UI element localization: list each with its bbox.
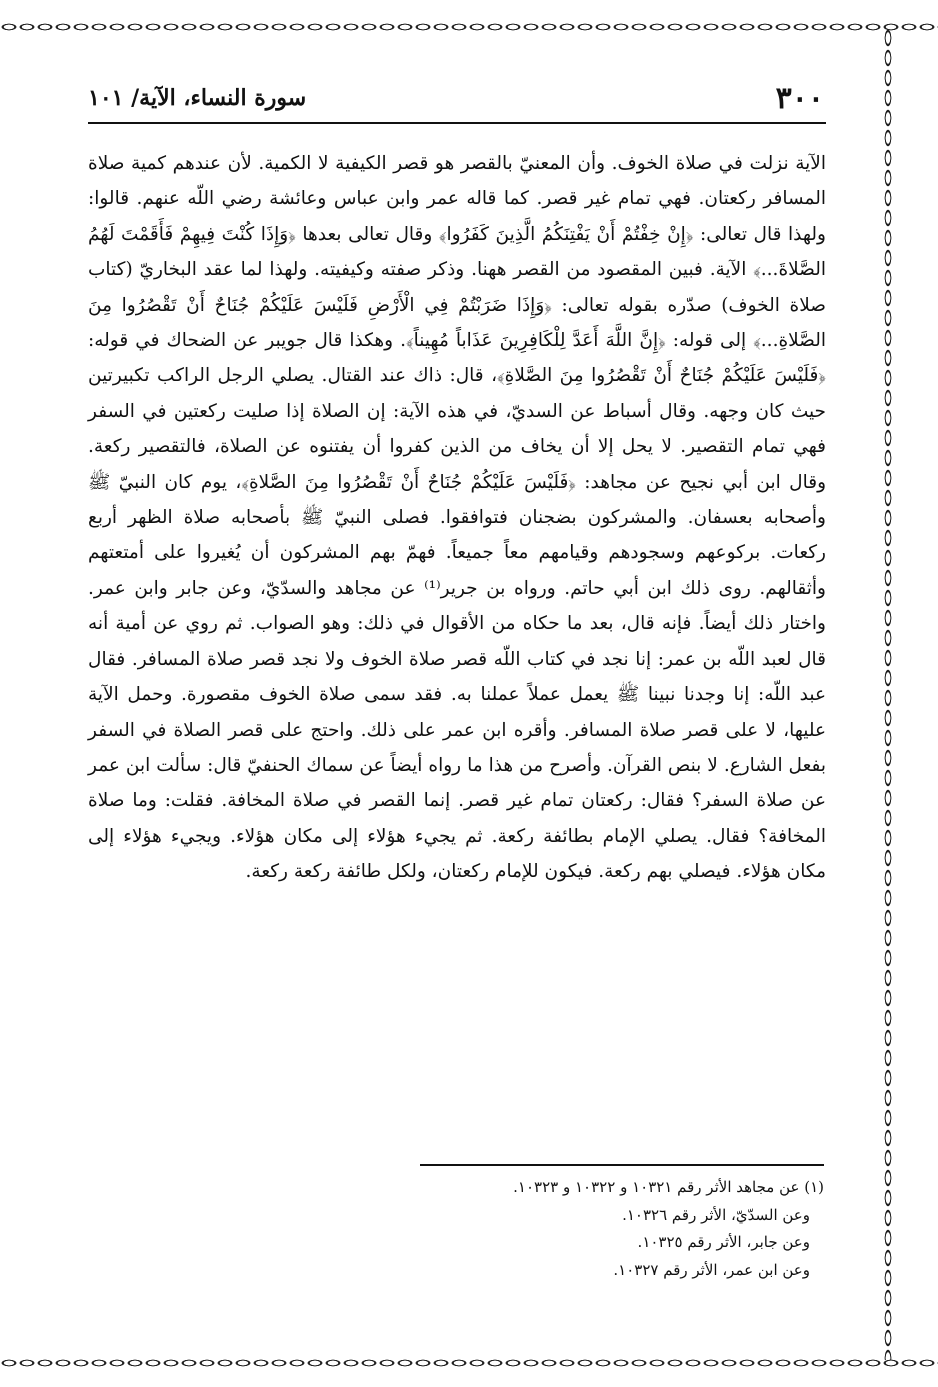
footnote-rule bbox=[420, 1164, 824, 1166]
bottom-border-ornament bbox=[0, 1356, 938, 1370]
footnote-line: (١) عن مجاهد الأثر رقم ١٠٣٢١ و ١٠٣٢٢ و ١٠٣٢٣. bbox=[513, 1178, 824, 1196]
top-border-ornament bbox=[0, 20, 938, 34]
header-rule bbox=[88, 122, 826, 124]
body-paragraph: الآية نزلت في صلاة الخوف. وأن المعنيّ بالقصر هو قصر الكيفية لا الكمية. لأن عندهم كمية صلاة المسافر ركعتان. فهي تمام غير قصر. كما قاله عمر وابن عباس وعائشة رضي اللّه عنهم. قالوا: ولهذا قال تعالى: ﴿إِنْ خِفْتُمْ أَنْ يَفْتِنَكُمُ الَّذِينَ كَفَرُوا﴾ وقال تعالى بعدها ﴿وَإِذَا كُنْتَ فِيهِمْ فَأَقَمْتَ لَهُمُ الصَّلاةَ...﴾ الآية. فبين المقصود من القصر ههنا. وذكر صفته وكيفيته. ولهذا لما عقد البخاريّ (كتاب صلاة الخوف) صدّره بقوله تعالى: ﴿وَإِذَا ضَرَبْتُمْ فِي الْأَرْضِ فَلَيْسَ عَلَيْكُمْ جُنَاحٌ أَنْ تَقْصُرُوا مِنَ الصَّلاةِ...﴾ إلى قوله: ﴿إِنَّ اللَّهَ أَعَدَّ لِلْكَافِرِينَ عَذَاباً مُهِيناً﴾. وهكذا قال جويبر عن الضحاك في قوله: ﴿فَلَيْسَ عَلَيْكُمْ جُنَاحٌ أَنْ تَقْصُرُوا مِنَ الصَّلاةِ﴾، قال: ذاك عند القتال. يصلي الرجل الراكب تكبيرتين حيث كان وجهه. وقال أسباط عن السديّ، في هذه الآية: إن الصلاة إذا صليت ركعتين في السفر فهي تمام التقصير. لا يحل إلا أن يخاف من الذين كفروا أن يفتنوه عن الصلاة، فالتقصير ركعة. وقال ابن أبي نجيح عن مجاهد: ﴿فَلَيْسَ عَلَيْكُمْ جُنَاحٌ أَنْ تَقْصُرُوا مِنَ الصَّلاةِ﴾، يوم كان النبيّ ﷺ وأصحابه بعسفان. والمشركون بضجنان فتوافقوا. فصلى النبيّ ﷺ بأصحابه صلاة الظهر أربع ركعات. بركوعهم وسجودهم وقيامهم معاً جميعاً. فهمّ بهم المشركون أن يُغيروا على أمتعتهم وأثقالهم. روى ذلك ابن أبي حاتم. ورواه بن جرير⁽¹⁾ عن مجاهد والسدّيّ، وعن جابر وابن عمر. واختار ذلك أيضاً. فإنه قال، بعد ما حكاه من الأقوال في ذلك: وهو الصواب. ثم روي عن أمية أنه قال لعبد اللّه بن عمر: إنا نجد في كتاب اللّه قصر صلاة الخوف ولا نجد قصر صلاة المسافر. فقال عبد اللّه: إنا وجدنا نبينا ﷺ يعمل عملاً عملنا به. فقد سمى صلاة الخوف مقصورة. وحمل الآية عليها، لا على قصر صلاة المسافر. وأقره ابن عمر على ذلك. واحتج على قصر الصلاة في السفر بفعل الشارع. لا بنص القرآن. وأصرح من هذا ما رواه أيضاً عن سماك الحنفيّ قال: سألت ابن عمر عن صلاة السفر؟ فقال: ركعتان تمام غير قصر. إنما القصر في صلاة المخافة. فقلت: وما صلاة المخافة؟ فقال. يصلي الإمام بطائفة ركعة. ثم يجيء هؤلاء إلى مكان هؤلاء. ويجيء هؤلاء إلى مكان هؤلاء. فيصلي بهم ركعة. فيكون للإمام ركعتان، ولكل طائفة ركعة ركعة. bbox=[88, 153, 826, 883]
page-number: ٣٠٠ bbox=[775, 80, 824, 116]
footnote-line: وعن ابن عمر، الأثر رقم ١٠٣٢٧. bbox=[613, 1260, 810, 1279]
running-title: سورة النساء، الآية/ ١٠١ bbox=[88, 85, 307, 111]
footnotes bbox=[420, 1174, 824, 1284]
footnote-line: وعن جابر، الأثر رقم ١٠٣٢٥. bbox=[637, 1233, 810, 1251]
page-header bbox=[88, 78, 824, 118]
main-text bbox=[88, 146, 826, 890]
right-border-ornament bbox=[880, 28, 896, 1360]
footnote-line: وعن السدّيّ، الأثر رقم ١٠٣٢٦. bbox=[622, 1205, 810, 1224]
